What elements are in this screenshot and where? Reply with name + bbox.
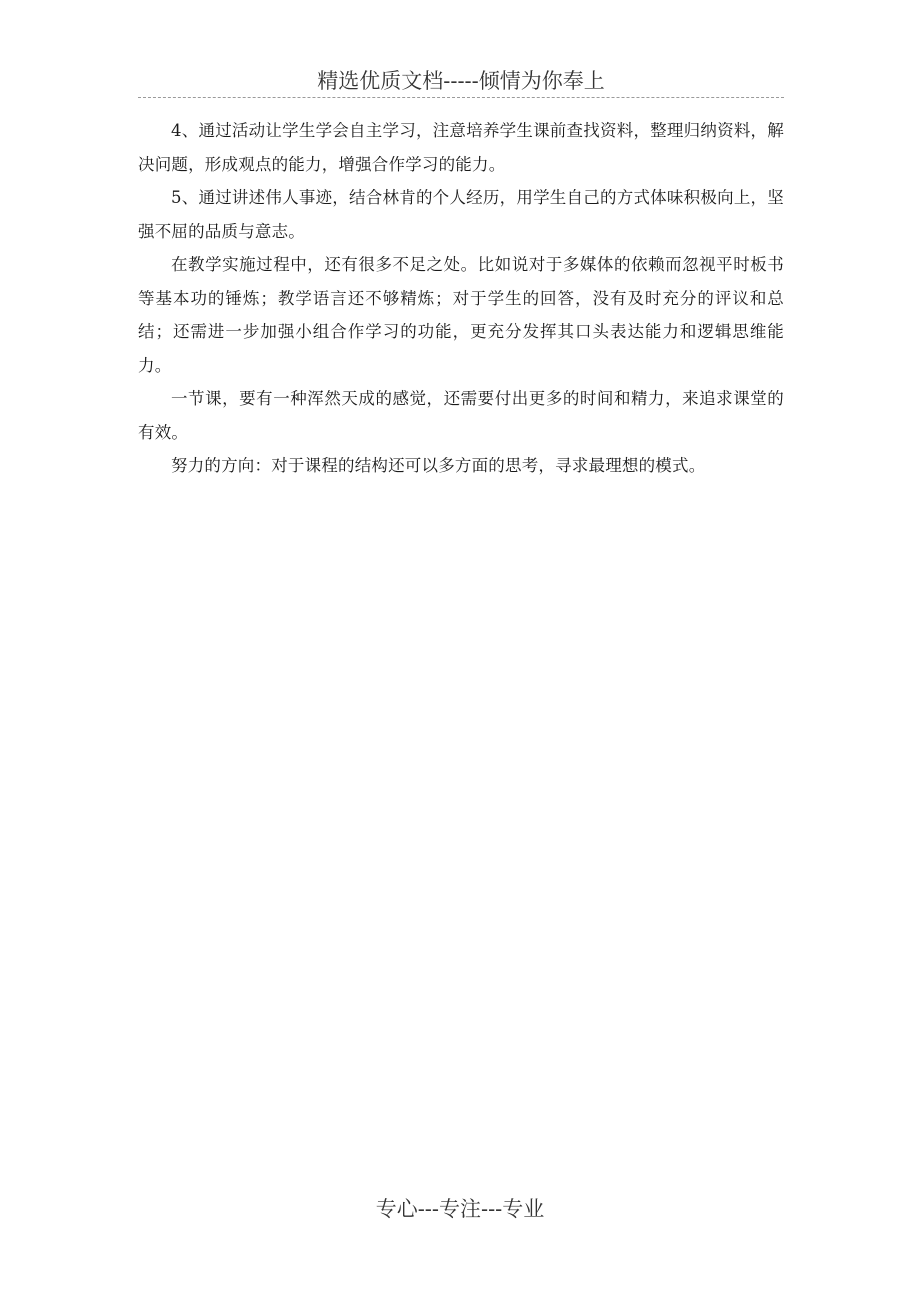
paragraph-3: 在教学实施过程中，还有很多不足之处。比如说对于多媒体的依赖而忽视平时板书等基本功的锤炼；教学语言还不够精炼；对于学生的回答，没有及时充分的评议和总结；还需进一步加强小组合作学习的功能，更充分发挥其口头表达能力和逻辑思维能力。	[138, 255, 784, 375]
document-body	[138, 114, 784, 483]
header-title: 精选优质文档-----倾情为你奉上	[317, 69, 605, 93]
page-footer	[0, 1194, 920, 1224]
paragraph-2: 5、通过讲述伟人事迹，结合林肯的个人经历，用学生自己的方式体味积极向上，坚强不屈的品质与意志。	[138, 188, 784, 241]
paragraph-1: 4、通过活动让学生学会自主学习，注意培养学生课前查找资料，整理归纳资料，解决问题，形成观点的能力，增强合作学习的能力。	[138, 121, 784, 174]
paragraph-4: 一节课，要有一种浑然天成的感觉，还需要付出更多的时间和精力，来追求课堂的有效。	[138, 389, 784, 442]
page-header	[138, 66, 784, 98]
paragraph-5: 努力的方向：对于课程的结构还可以多方面的思考，寻求最理想的模式。	[171, 456, 706, 475]
footer-text: 专心---专注---专业	[375, 1197, 545, 1221]
